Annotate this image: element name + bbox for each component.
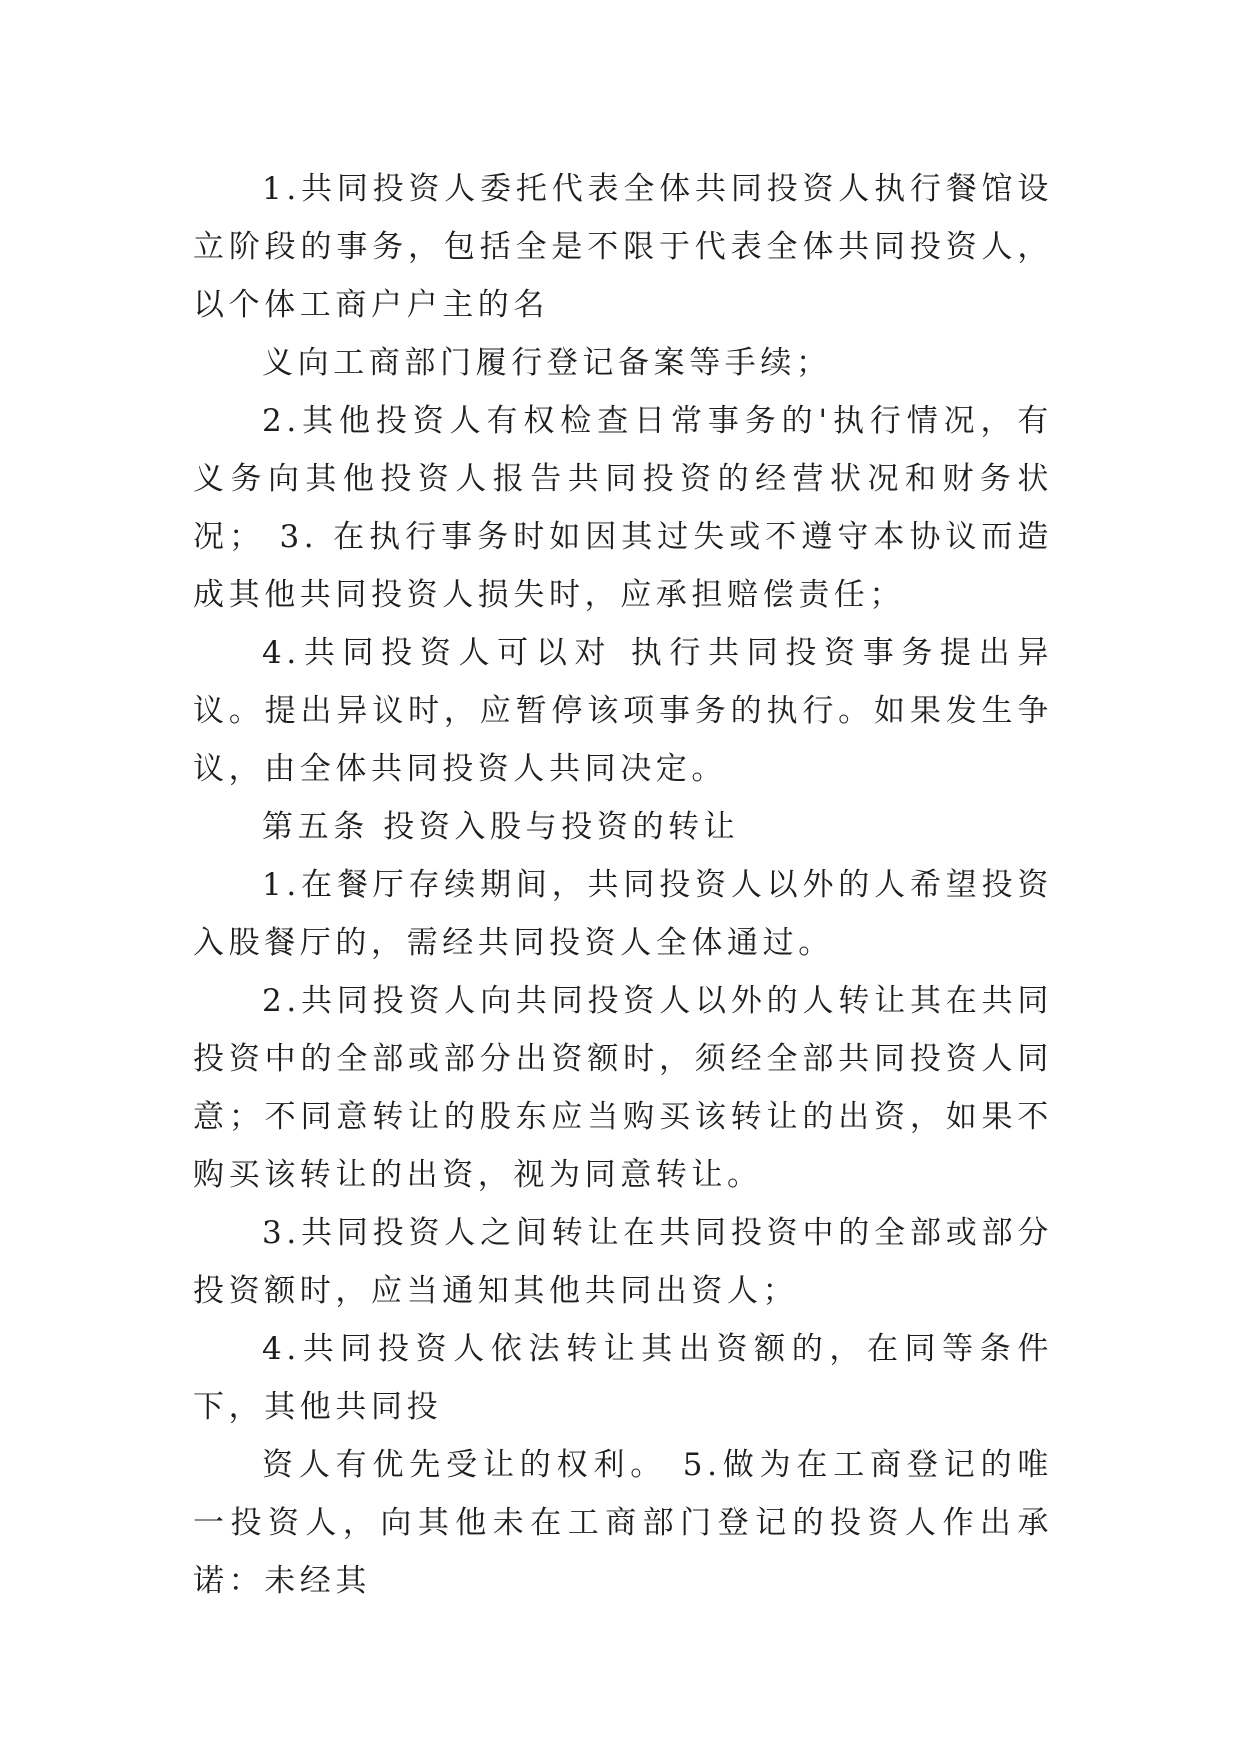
paragraph-6: 1.在餐厅存续期间，共同投资人以外的人希望投资入股餐厅的，需经共同投资人全体通过。 [193,867,1053,961]
paragraph-2: 义向工商部门履行登记备案等手续； [262,345,832,381]
document-body [193,160,1053,1610]
paragraph-10: 资人有优先受让的权利。 5.做为在工商登记的唯一投资人，向其他未在工商部门登记的投资人作出承诺：未经其 [193,1447,1053,1599]
paragraph-1: 1.共同投资人委托代表全体共同投资人执行餐馆设立阶段的事务，包括全是不限于代表全体共同投资人，以个体工商户户主的名 [193,171,1053,323]
paragraph-7: 2.共同投资人向共同投资人以外的人转让其在共同投资中的全部或部分出资额时，须经全部共同投资人同意；不同意转让的股东应当购买该转让的出资，如果不购买该转让的出资，视为同意转让。 [193,983,1053,1193]
paragraph-3: 2.其他投资人有权检查日常事务的'执行情况，有义务向其他投资人报告共同投资的经营状况和财务状况； 3. 在执行事务时如因其过失或不遵守本协议而造成其他共同投资人损失时，应承担赔偿责任； [193,403,1053,613]
paragraph-8: 3.共同投资人之间转让在共同投资中的全部或部分投资额时，应当通知其他共同出资人； [193,1215,1053,1309]
section-heading: 第五条 投资入股与投资的转让 [262,809,740,845]
paragraph-9: 4.共同投资人依法转让其出资额的，在同等条件下，其他共同投 [193,1331,1053,1425]
paragraph-4: 4.共同投资人可以对 执行共同投资事务提出异议。提出异议时，应暂停该项事务的执行。如果发生争议，由全体共同投资人共同决定。 [193,635,1053,787]
